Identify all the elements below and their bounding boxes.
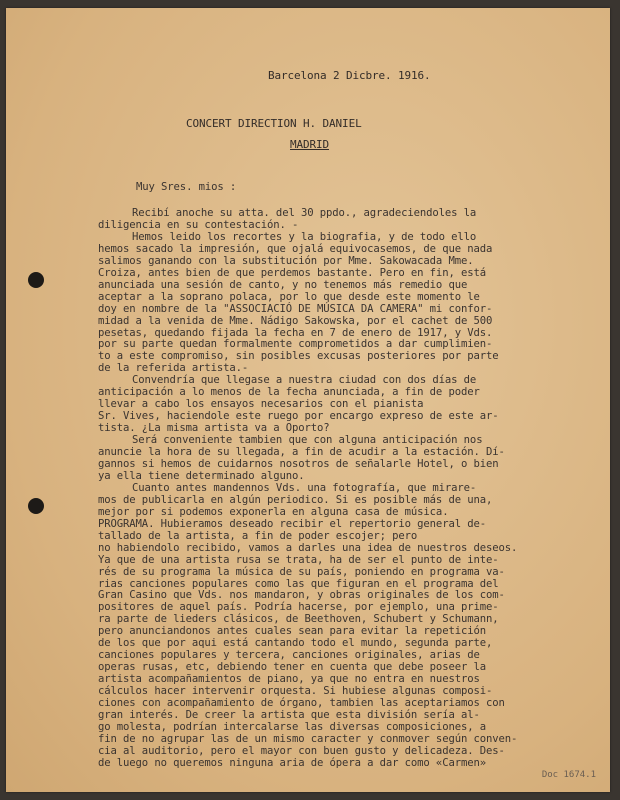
body-line: hemos sacado la impresión, que ojalá equivocasemos, de que nada [98, 242, 493, 255]
body-line: Croiza, antes bien de que perdemos bastante. Pero en fin, está [98, 266, 486, 279]
body-line: tallado de la artista, a fin de poder escojer; pero [98, 529, 418, 542]
letter-sheet [6, 8, 610, 792]
body-line: mos de publicarla en algún periodico. Si es posible más de una, [98, 493, 493, 506]
letter-date: Barcelona 2 Dicbre. 1916. [268, 69, 431, 82]
body-line: ra parte de lieders clásicos, de Beethoven, Schubert y Schumann, [98, 613, 499, 626]
body-line: pesetas, quedando fijada la fecha en 7 de enero de 1917, y Vds. [98, 326, 493, 339]
body-line: operas rusas, etc, debiendo tener en cuenta que debe poseer la [98, 661, 486, 674]
body-line: aceptar a la soprano polaca, por lo que desde este momento le [98, 290, 480, 303]
body-line: rias canciones populares como las que figuran en el programa del [98, 577, 499, 590]
body-line: Ya que de una artista rusa se trata, ha de ser el punto de inte- [98, 553, 499, 566]
body-line: de luego no queremos ninguna aria de ópera a dar como «Carmen» [98, 756, 486, 769]
body-line: gannos si hemos de cuidarnos nosotros de señalarle Hotel, o bien [98, 457, 499, 470]
body-line: Cuanto antes mandennos Vds. una fotografía, que mirare- [132, 481, 477, 494]
body-line: canciones populares y tercera, canciones originales, arias de [98, 649, 480, 662]
body-line: cia al auditorio, pero el mayor con buen gusto y delicadeza. Des- [98, 744, 505, 757]
body-line: diligencia en su contestación. - [98, 218, 299, 231]
body-line: Recibí anoche su atta. del 30 ppdo., agradeciendoles la [132, 207, 477, 219]
body-line: no habiendolo recibido, vamos a darles una idea de nuestros deseos. [98, 541, 518, 554]
body-line: ya ella tiene determinado alguno. [98, 469, 305, 482]
body-line: artista acompañamientos de piano, ya que no entra en nuestros [98, 673, 480, 685]
body-line: to a este compromiso, sin posibles excusas posteriores por parte [98, 350, 499, 363]
body-line: llevar a cabo los ensayos necesarios con el pianista [98, 398, 424, 411]
letter-city: MADRID [290, 138, 330, 151]
body-line: fin de no agrupar las de un mismo caracter y conmover según conven- [98, 732, 518, 745]
body-line: de los que por aqui está cantando todo el mundo, segunda parte, [98, 637, 493, 650]
body-line: ciones con acompañamiento de órgano, tambien las aceptariamos con [98, 697, 505, 709]
body-line: anunciada una sesión de canto, y no tenemos más remedio que [98, 278, 468, 291]
document-reference: Doc 1674.1 [541, 770, 596, 780]
body-line: Sr. Vives, haciendole este ruego por encargo expreso de este ar- [98, 410, 499, 423]
letter-recipient: CONCERT DIRECTION H. DANIEL [186, 117, 362, 130]
body-line: positores de aquel país. Podría hacerse, por ejemplo, una prime- [98, 601, 499, 614]
body-line: Gran Casino que Vds. nos mandaron, y obras originales de los com- [98, 589, 505, 602]
body-line: doy en nombre de la "ASSOCIACIÓ DE MÚSICA DA CAMERA" mi confor- [98, 302, 493, 315]
body-line: mejor por si podemos exponerla en alguna casa de música. [98, 505, 449, 518]
body-line: anuncie la hora de su llegada, a fin de acudir a la estación. Dí- [98, 446, 505, 458]
body-line: tista. ¿La misma artista va a Oporto? [98, 422, 330, 435]
body-line: salimos ganando con la substitución por Mme. Sakowacada Mme. [98, 254, 474, 267]
body-line: Hemos leido los recortes y la biografia, y de todo ello [132, 230, 477, 243]
body-line: Será conveniente tambien que con alguna anticipación nos [132, 434, 483, 446]
body-line: gran interés. De creer la artista que esta división sería al- [98, 708, 480, 721]
body-line: go molesta, podrían intercalarse las diversas composiciones, a [98, 720, 486, 733]
body-line: cálculos hacer intervenir orquesta. Si hubiese algunas composi- [98, 685, 493, 697]
body-line: por su parte quedan formalmente comprometidos a dar cumplimien- [98, 338, 493, 351]
punch-hole-top [28, 272, 44, 288]
body-line: PROGRAMA. Hubieramos deseado recibir el repertorio general de- [98, 517, 486, 530]
body-line: de la referida artista.- [98, 362, 249, 375]
body-line: pero anunciandonos antes cuales sean para evitar la repetición [98, 625, 486, 638]
punch-hole-bottom [28, 498, 44, 514]
letter-salutation: Muy Sres. mios : [136, 181, 237, 193]
body-line: anticipación a lo menos de la fecha anunciada, a fin de poder [98, 386, 480, 399]
body-line: Convendría que llegase a nuestra ciudad con dos días de [132, 374, 477, 387]
body-line: rés de su programa la música de su país, poniendo en programa va- [98, 565, 505, 578]
body-line: midad a la venida de Mme. Nádigo Sakowska, por el cachet de 500 [98, 314, 493, 327]
